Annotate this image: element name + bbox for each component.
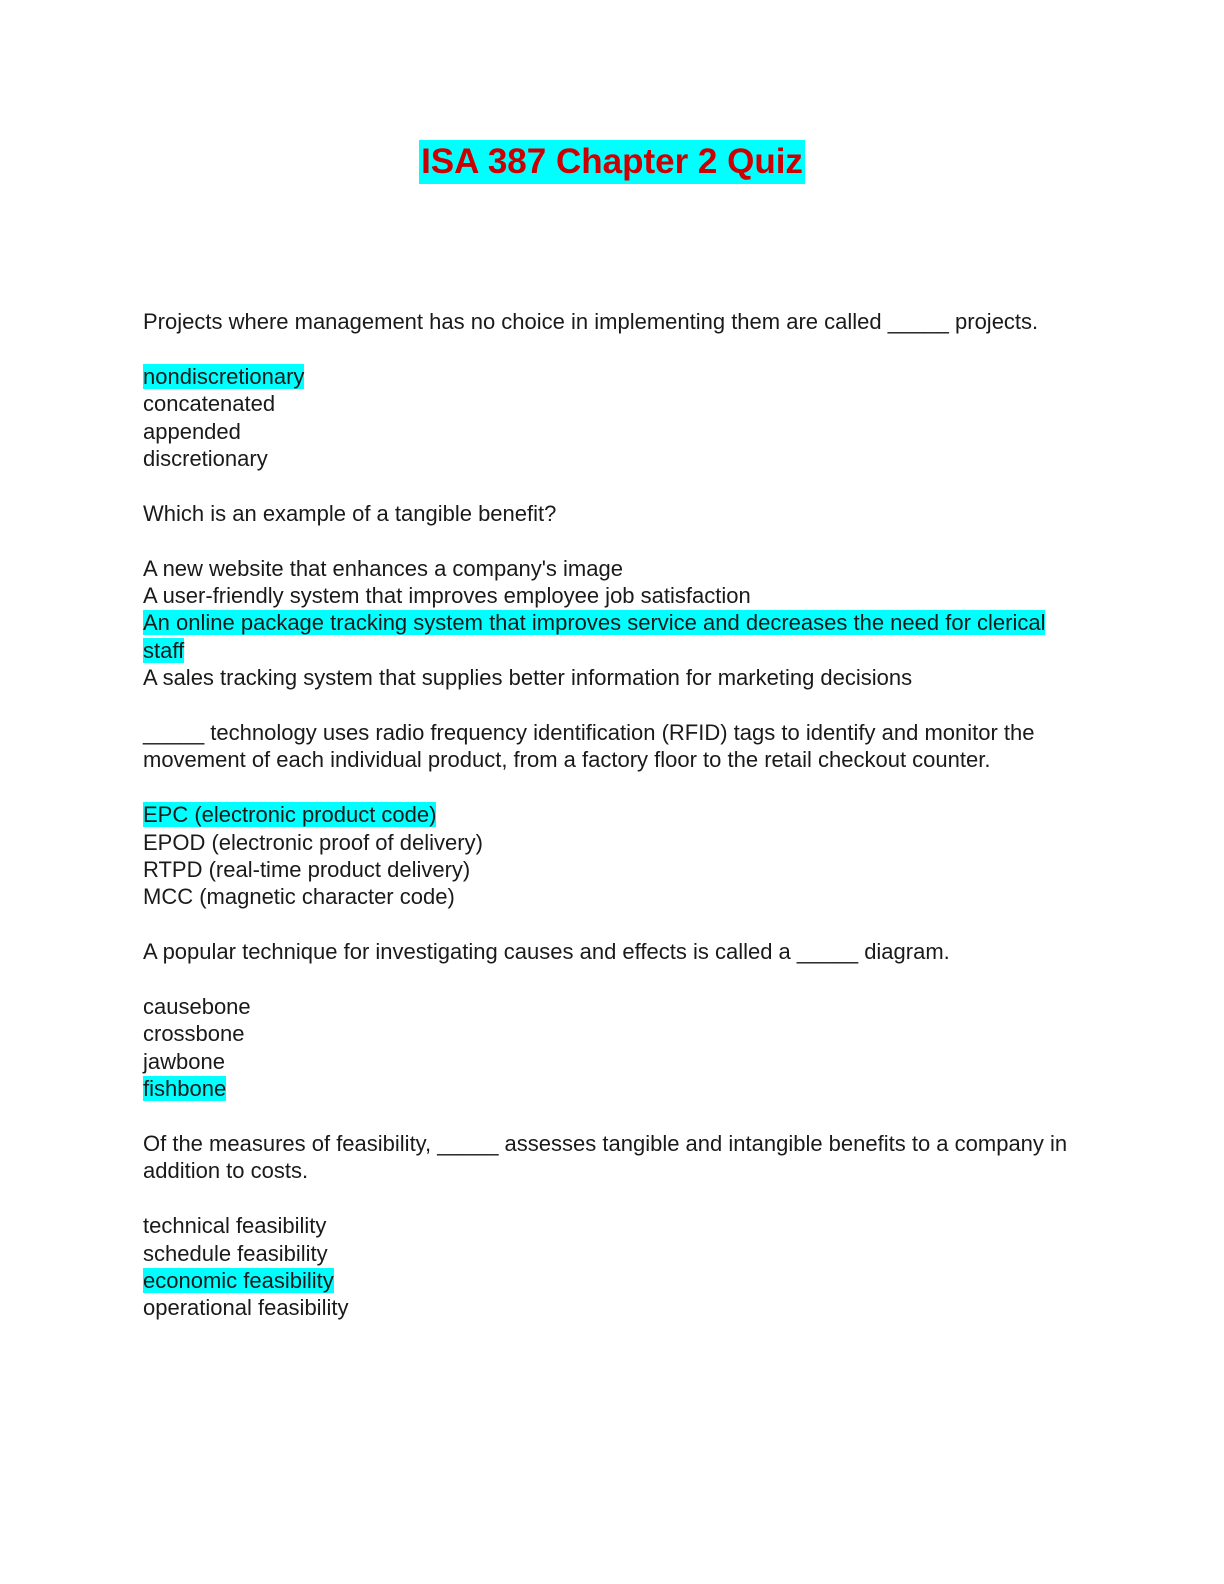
answer-option: [143, 609, 1073, 664]
answer-option: concatenated: [143, 391, 276, 417]
quiz-content: [143, 308, 1073, 1349]
question-text: Which is an example of a tangible benefit?: [143, 500, 557, 526]
question-text: _____ technology uses radio frequency identification (RFID) tags to identify and monitor the movement of each individual product, from a factory floor to the retail checkout counter.: [143, 720, 1035, 773]
answer-options: [143, 363, 1073, 473]
answer-option: A new website that enhances a company's image: [143, 555, 623, 581]
answer-option: [143, 801, 1073, 828]
question-block-2: [143, 500, 1073, 692]
answer-option: RTPD (real-time product delivery): [143, 857, 471, 883]
question-block-5: [143, 1130, 1073, 1322]
correct-answer-highlight: economic feasibility: [143, 1268, 334, 1294]
answer-option: [143, 1267, 1073, 1294]
answer-option: schedule feasibility: [143, 1240, 328, 1266]
answer-option: causebone: [143, 994, 251, 1020]
question-block-3: [143, 719, 1073, 911]
answer-options: [143, 1212, 1073, 1322]
answer-option: crossbone: [143, 1021, 245, 1047]
answer-option: discretionary: [143, 446, 268, 472]
answer-option: [143, 363, 1073, 390]
answer-option: jawbone: [143, 1048, 225, 1074]
question-text: Projects where management has no choice in implementing them are called _____ projects.: [143, 309, 1039, 334]
question-text: A popular technique for investigating causes and effects is called a _____ diagram.: [143, 939, 950, 965]
answer-option: [143, 1075, 1073, 1102]
correct-answer-highlight: EPC (electronic product code): [143, 802, 437, 828]
page-title: ISA 387 Chapter 2 Quiz: [419, 140, 805, 184]
question-block-4: [143, 938, 1073, 1102]
answer-option: A user-friendly system that improves employee job satisfaction: [143, 583, 751, 609]
correct-answer-highlight: nondiscretionary: [143, 363, 305, 389]
answer-option: appended: [143, 418, 241, 444]
answer-option: operational feasibility: [143, 1295, 349, 1321]
answer-option: A sales tracking system that supplies better information for marketing decisions: [143, 665, 913, 691]
answer-option: EPOD (electronic proof of delivery): [143, 829, 483, 855]
answer-options: [143, 801, 1073, 911]
answer-options: [143, 555, 1073, 692]
answer-option: technical feasibility: [143, 1213, 327, 1239]
question-text: Of the measures of feasibility, _____ assesses tangible and intangible benefits to a company in addition to costs.: [143, 1131, 1068, 1184]
answer-options: [143, 993, 1073, 1103]
correct-answer-highlight: An online package tracking system that improves service and decreases the need for clerical staff: [143, 610, 1046, 663]
correct-answer-highlight: fishbone: [143, 1076, 227, 1102]
title-container: [0, 140, 1224, 184]
question-block-1: [143, 308, 1073, 472]
answer-option: MCC (magnetic character code): [143, 884, 455, 910]
